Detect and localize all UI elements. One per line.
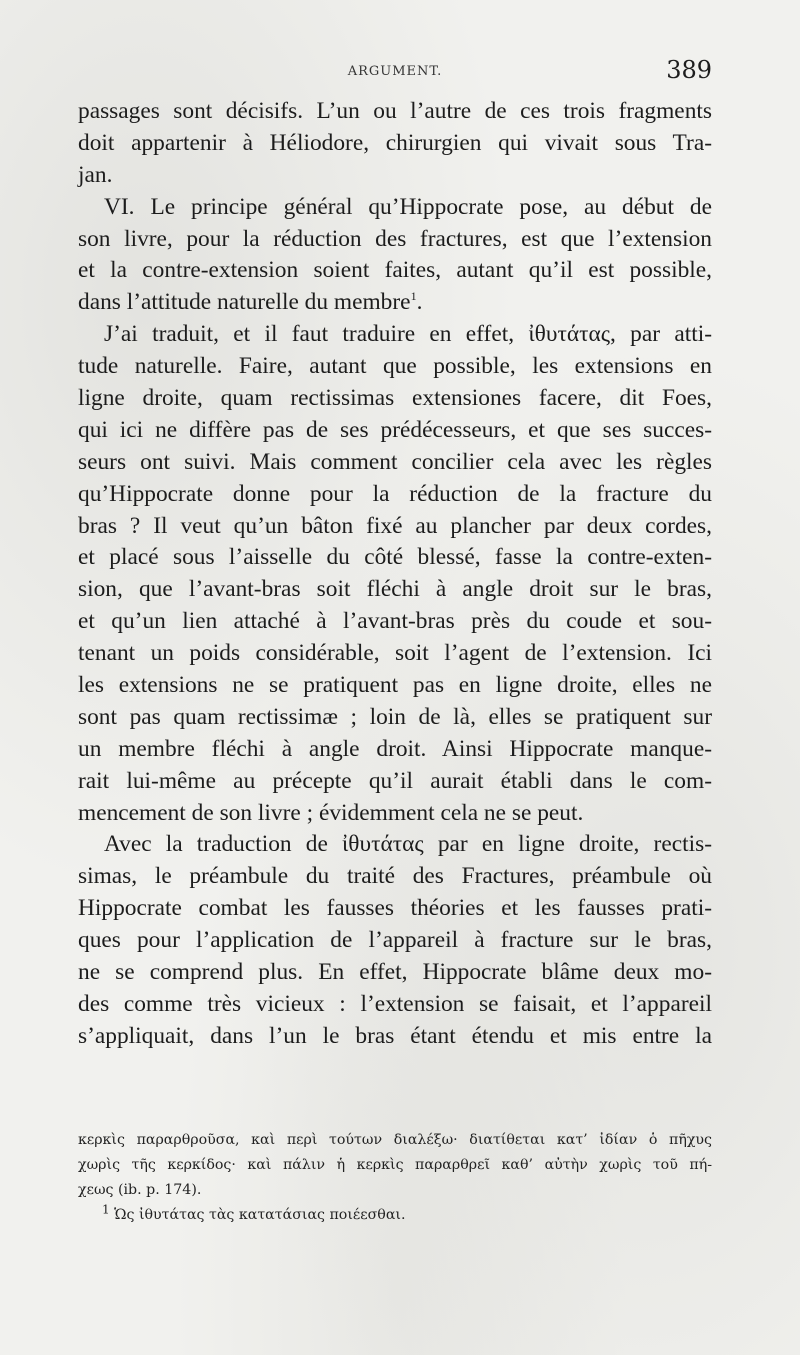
- text-line: ne se comprend plus. En effet, Hippocrate blâme deux mo-: [78, 959, 712, 986]
- text-line: des comme très vicieux : l’extension se faisait, et l’appareil: [78, 990, 712, 1017]
- text-line: son livre, pour la réduction des fractures, est que l’extension: [78, 225, 712, 252]
- text-line: qui ici ne diffère pas de ses prédécesseurs, et que ses succes-: [78, 416, 712, 443]
- text-line: tude naturelle. Faire, autant que possible, les extensions en: [78, 353, 712, 380]
- text-line: et placé sous l’aisselle du côté blessé, fasse la contre-exten-: [78, 544, 712, 571]
- text-line: ques pour l’application de l’appareil à fracture sur le bras,: [78, 927, 712, 954]
- text-line: J’ai traduit, et il faut traduire en effet, ἰθυτάτας, par atti-: [104, 321, 712, 348]
- text-line: sont pas quam rectissimæ ; loin de là, elles se pratiquent sur: [78, 703, 712, 730]
- text-line: ligne droite, quam rectissimas extensiones facere, dit Foes,: [78, 385, 712, 412]
- text-line: seurs ont suivi. Mais comment concilier cela avec les règles: [78, 448, 712, 475]
- footnote-line: χωρὶς τῆς κερκίδος· καὶ πάλιν ἡ κερκὶς παραρθρεῖ καθ’ αὐτὴν χωρὶς τοῦ πή-: [78, 1157, 712, 1173]
- footnote-number: 1: [102, 1202, 110, 1217]
- text-line: et qu’un lien attaché à l’avant-bras près du coude et sou-: [78, 608, 712, 635]
- text-line: dans l’attitude naturelle du membre: [78, 289, 411, 316]
- text-line: rait lui-même au précepte qu’il aurait établi dans le com-: [78, 767, 712, 794]
- text-line: Hippocrate combat les fausses théories et les fausses prati-: [78, 895, 712, 922]
- text-line: passages sont décisifs. L’un ou l’autre de ces trois fragments: [78, 98, 712, 124]
- page-number: 389: [666, 56, 712, 84]
- text-line: simas, le préambule du traité des Fractures, préambule où: [78, 863, 712, 890]
- footnote-line: κερκὶς παραρθροῦσα, καὶ περὶ τούτων διαλέξω· διατίθεται κατ’ ἰδίαν ὁ πῆχυς: [78, 1132, 712, 1148]
- footnote-line: Ὡς ἰθυτάτας τὰς κατατάσιας ποιέεσθαι.: [114, 1207, 406, 1223]
- text-line: bras ? Il veut qu’un bâton fixé au plancher par deux cordes,: [78, 512, 712, 539]
- text-line: s’appliquait, dans l’un le bras étant étendu et mis entre la: [78, 1022, 712, 1049]
- text-line: mencement de son livre ; évidemment cela ne se peut.: [78, 799, 584, 826]
- footnote-1: [78, 1203, 712, 1228]
- footnote-line: χεως (ib. p. 174).: [78, 1182, 202, 1198]
- text-line: les extensions ne se pratiquent pas en ligne droite, elles ne: [78, 672, 712, 699]
- running-title: ARGUMENT.: [347, 64, 443, 79]
- footnote-marker: 1: [410, 289, 417, 304]
- text-line: un membre fléchi à angle droit. Ainsi Hippocrate manque-: [78, 735, 712, 762]
- main-text: [78, 96, 712, 1053]
- text-line: doit appartenir à Héliodore, chirurgien qui vivait sous Tra-: [78, 129, 712, 156]
- text-line: Avec la traduction de ἰθυτάτας par en ligne droite, rectis-: [104, 831, 712, 858]
- text-line: jan.: [78, 161, 113, 188]
- footnotes: [78, 1128, 712, 1228]
- text-line: tenant un poids considérable, soit l’agent de l’extension. Ici: [78, 640, 712, 667]
- text-line-with-note: dans l’attitude naturelle du membre$^1$.: [78, 289, 423, 316]
- text-line: VI. Le principe général qu’Hippocrate pose, au début de: [104, 193, 712, 220]
- page-header: [78, 56, 712, 90]
- text-line: sion, que l’avant-bras soit fléchi à angle droit sur le bras,: [78, 576, 712, 603]
- text-line: qu’Hippocrate donne pour la réduction de la fracture du: [78, 480, 712, 507]
- text-line: et la contre-extension soient faites, autant qu’il est possible,: [78, 257, 712, 284]
